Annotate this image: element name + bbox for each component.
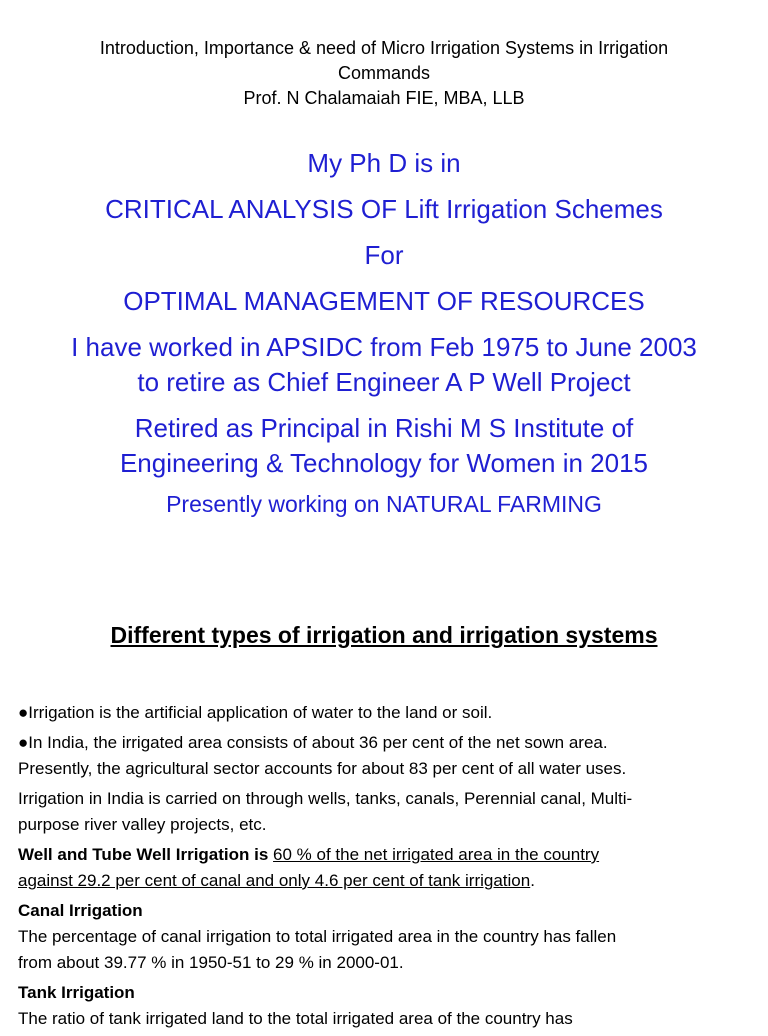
paragraph-tank-irrigation: The ratio of tank irrigated land to the total irrigated area of the country has (18, 1009, 573, 1028)
paragraph-india-irrigated-area (18, 730, 758, 782)
thesis-for: For (364, 240, 404, 270)
document-title-line-1: Introduction, Importance & need of Micro Irrigation Systems in Irrigation (99, 38, 669, 58)
paragraph-well-irrigation (18, 842, 758, 894)
paragraph-canal-irrigation (18, 924, 758, 976)
work-line-1: I have worked in APSIDC from Feb 1975 to June 2003 (71, 332, 697, 362)
present-work-line: Presently working on NATURAL FARMING (166, 491, 602, 517)
well-irrigation-period: . (530, 871, 535, 890)
document-header (0, 36, 768, 111)
well-irrigation-text-1: 60 % of the net irrigated area in the country (273, 845, 600, 864)
sources-line-1: Irrigation in India is carried on through wells, tanks, canals, Perennial canal, Multi- (18, 789, 633, 808)
document-title-line-2: Commands (337, 63, 431, 83)
retired-line-1: Retired as Principal in Rishi M S Institute of (134, 413, 634, 443)
tank-irrigation-heading (18, 980, 758, 1006)
retired-line-2: Engineering & Technology for Women in 2015 (119, 448, 649, 478)
paragraph-irrigation-definition: ●Irrigation is the artificial application of water to the land or soil. (18, 703, 493, 722)
india-irrigated-line-1: ●In India, the irrigated area consists of about 36 per cent of the net sown area. (18, 733, 608, 752)
thesis-line-1: CRITICAL ANALYSIS OF Lift Irrigation Schemes (105, 194, 663, 224)
india-irrigated-line-2: Presently, the agricultural sector accounts for about 83 per cent of all water uses. (18, 759, 627, 778)
well-irrigation-text-2: against 29.2 per cent of canal and only 4.6 per cent of tank irrigation (18, 871, 531, 890)
tank-heading-text: Tank Irrigation (18, 983, 135, 1002)
phd-line: My Ph D is in (307, 148, 461, 178)
author-bio (0, 146, 768, 519)
sources-line-2: purpose river valley projects, etc. (18, 815, 267, 834)
body-content (18, 700, 758, 1036)
work-line-2: to retire as Chief Engineer A P Well Project (137, 367, 631, 397)
paragraph-irrigation-sources (18, 786, 758, 838)
canal-irrigation-heading (18, 898, 758, 924)
canal-heading-text: Canal Irrigation (18, 901, 143, 920)
canal-line-2: from about 39.77 % in 1950-51 to 29 % in 2000-01. (18, 953, 404, 972)
thesis-line-2: OPTIMAL MANAGEMENT OF RESOURCES (123, 286, 645, 316)
canal-line-1: The percentage of canal irrigation to total irrigated area in the country has fallen (18, 927, 617, 946)
well-irrigation-label: Well and Tube Well Irrigation is (18, 845, 274, 864)
section-title: Different types of irrigation and irrigation systems (110, 622, 658, 648)
author-line: Prof. N Chalamaiah FIE, MBA, LLB (243, 88, 525, 108)
